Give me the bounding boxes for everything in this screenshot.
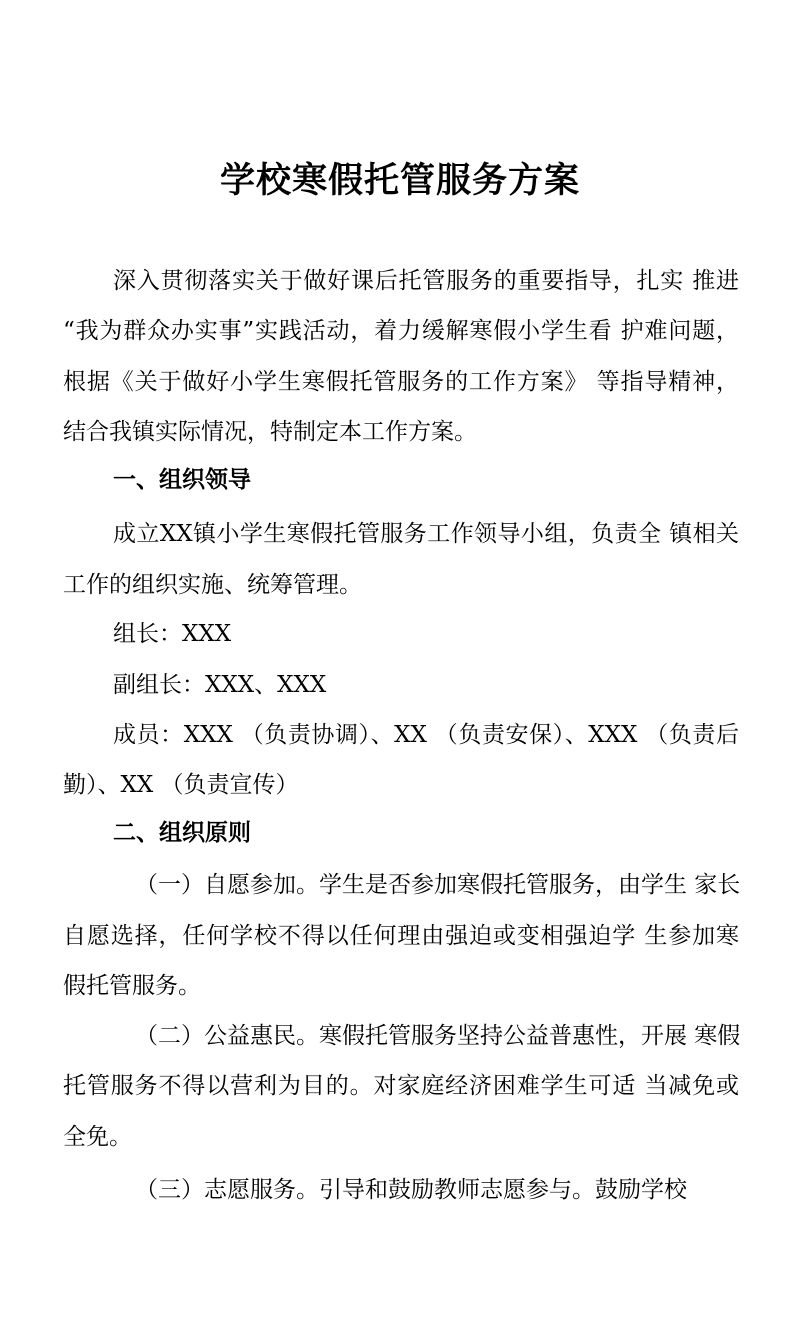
section-heading-principles: 二、组织原则: [113, 820, 251, 846]
principle-1-line-2: 自愿选择，任何学校不得以任何理由强迫或变相强迫学 生参加寒: [63, 923, 739, 949]
section-heading-leadership: 一、组织领导: [113, 467, 251, 493]
principle-2-line-2: 托管服务不得以营利为目的。对家庭经济困难学生可适 当减免或: [63, 1073, 739, 1099]
leader-line: 组长：XXX: [113, 621, 232, 647]
intro-line-1: 深入贯彻落实关于做好课后托管服务的重要指导，扎实 推进: [113, 268, 739, 294]
intro-line-3: 根据《关于做好小学生寒假托管服务的工作方案》 等指导精神，: [63, 369, 739, 395]
deputy-leader-line: 副组长：XXX、XXX: [113, 672, 327, 698]
principle-1-line-3: 假托管服务。: [63, 973, 201, 999]
section1-paragraph-line-1: 成立XX镇小学生寒假托管服务工作领导小组，负责全 镇相关: [113, 521, 739, 547]
members-line-1: 成员：XXX （负责协调）、XX （负责安保）、XXX （负责后: [113, 722, 739, 748]
members-line-2: 勤）、XX （负责宣传）: [63, 772, 299, 798]
principle-2-line-1: （二）公益惠民。寒假托管服务坚持公益普惠性，开展 寒假: [135, 1023, 741, 1049]
intro-line-2: “我为群众办实事”实践活动，着力缓解寒假小学生看 护难问题，: [63, 318, 739, 344]
principle-1-line-1: （一）自愿参加。学生是否参加寒假托管服务，由学生 家长: [135, 872, 741, 898]
principle-2-line-3: 全免。: [63, 1124, 132, 1150]
page-title: 学校寒假托管服务方案: [219, 161, 580, 201]
intro-line-4: 结合我镇实际情况，特制定本工作方案。: [63, 419, 477, 445]
principle-3-line-1: （三）志愿服务。引导和鼓励教师志愿参与。鼓励学校: [135, 1177, 687, 1203]
section1-paragraph-line-2: 工作的组织实施、统筹管理。: [63, 572, 362, 598]
